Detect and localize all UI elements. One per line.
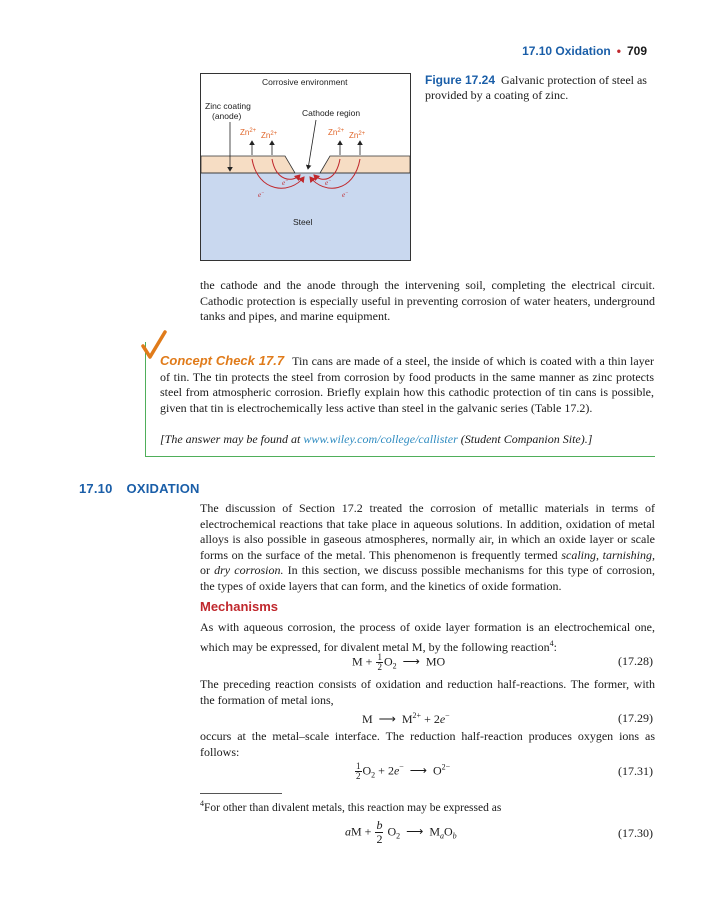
ion-zn-left-2: $Zn^{2+}$ (261, 131, 278, 140)
concept-check-rule-horizontal (145, 456, 655, 457)
ion-zn-left-1: $Zn^{2+}$ (240, 128, 257, 137)
answer-prefix: [The answer may be found at (160, 432, 304, 446)
concept-check-label: Concept Check 17.7 (160, 353, 285, 368)
label-cathode: Cathode region (302, 108, 361, 118)
running-head-separator: • (616, 44, 621, 58)
zinc-coating-right (320, 156, 410, 173)
equation-17-29: M ⟶ $M^{2+} + 2e^-$ (362, 711, 450, 726)
subsection-heading-mechanisms: Mechanisms (200, 599, 279, 614)
paragraph-oxidation-intro: The discussion of Section 17.2 treated the corrosion of metallic materials in terms of electrochemical reactions that take place in aqueous solutions. In addition, oxidation of metal alloys is also possible in gaseous atmospheres, normally air, in which an oxide layer or scale forms on the surface of the metal. This phenomenon is frequently termed scaling, tarnishing, or dry corrosion. In this section, we discuss possible mechanisms for this type of corrosion, the types of oxide layers that can form, and the kinetics of oxide formation. (200, 501, 656, 593)
footnote-mark: 4 (200, 799, 204, 808)
equation-17-28: M + $\frac{1}{2}$ $O_2$ ⟶ MO (352, 652, 446, 672)
paragraph-mechanisms: As with aqueous corrosion, the process of oxide layer formation is an electrochemical one, which may be expressed, for divalent metal M, by the following reaction$^4$: (200, 620, 655, 654)
concept-check-body (160, 353, 654, 416)
label-zinc-coating: Zinc coating (205, 101, 251, 111)
galvanic-diagram (200, 73, 411, 261)
label-environment: Corrosive environment (262, 77, 348, 87)
equation-17-30: aM + $\frac{b}{2}$ $O_2$ ⟶ $M_aO_b$ (345, 818, 457, 846)
zinc-coating-left (201, 156, 295, 173)
footnote-text: For other than divalent metals, this reaction may be expressed as (204, 801, 502, 814)
label-anode: (anode) (212, 111, 242, 121)
answer-suffix: (Student Companion Site).] (457, 432, 593, 446)
equation-17-31: $\frac{1}{2}$ $O_2 + 2e^-$ ⟶ $O^{2-}$ (356, 761, 451, 781)
footnote-rule (200, 793, 282, 794)
electron-label-2: e− (282, 179, 289, 187)
equation-number-17-31: (17.31) (618, 764, 653, 778)
concept-check-text: Tin cans are made of a steel, the inside of which is coated with a thin layer of tin. The tin protects the steel from corrosion by food products in the same manner as zinc protects steel from atmospheric corrosion. Briefly explain how this cathodic protection of tin cans is possible, given that tin is electrochemically less active than steel in the galvanic series (Table 17.2). (160, 354, 654, 415)
paragraph-reduction: occurs at the metal–scale interface. The reduction half-reaction produces oxygen ions as follows: (200, 729, 655, 759)
concept-check-answer (160, 432, 654, 447)
figure-caption (425, 73, 657, 103)
paragraph-half-reactions: The preceding reaction consists of oxidation and reduction half-reactions. The former, with the formation of metal ions, (200, 677, 655, 707)
running-head (522, 44, 647, 58)
electron-label-4: e− (342, 191, 349, 199)
ion-zn-right-1: $Zn^{2+}$ (328, 128, 345, 137)
running-head-section: 17.10 Oxidation (522, 44, 611, 58)
electron-label-3: e− (325, 179, 332, 187)
figure-caption-text: Galvanic protection of steel as provided by a coating of zinc. (425, 73, 647, 102)
electron-label-1: e− (258, 191, 265, 199)
section-number: 17.10 (79, 481, 113, 496)
section-title: OXIDATION (126, 481, 200, 496)
section-heading (79, 481, 200, 496)
equation-number-17-30: (17.30) (618, 826, 653, 840)
footnote (200, 799, 501, 814)
figure-caption-label: Figure 17.24 (425, 73, 496, 87)
label-steel: Steel (293, 217, 313, 227)
answer-link[interactable]: www.wiley.com/college/callister (303, 432, 458, 446)
page-number: 709 (626, 44, 647, 58)
equation-number-17-29: (17.29) (618, 711, 653, 725)
equation-number-17-28: (17.28) (618, 654, 653, 668)
ion-zn-right-2: $Zn^{2+}$ (349, 131, 366, 140)
footnote-ref: 4 (549, 638, 554, 648)
figure-galvanic-protection (200, 73, 411, 261)
paragraph-cathodic-protection: the cathode and the anode through the intervening soil, completing the electrical circuit. Cathodic protection is especially useful in preventing corrosion of water heaters, underground tanks and pipes, and marine equipment. (200, 278, 655, 323)
